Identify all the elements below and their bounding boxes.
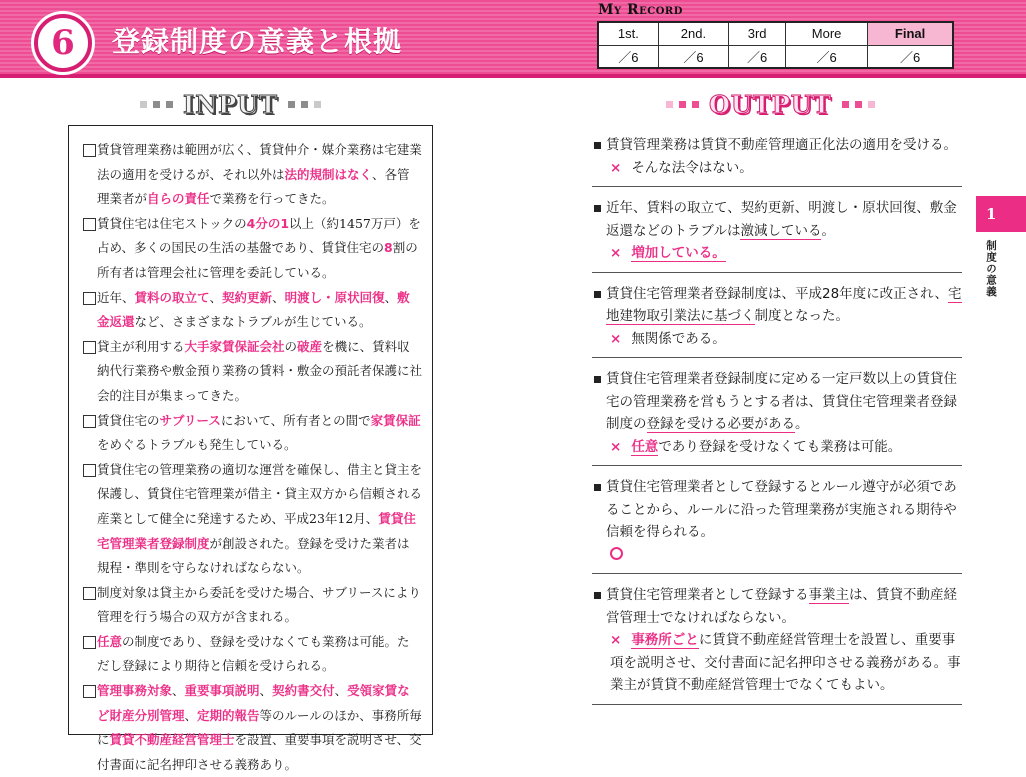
underlined-text: 激減している (740, 222, 822, 239)
text-run: 近年、賃料の取立て、契約更新、明渡し・原状回復、敷金返還などのトラブルは (606, 200, 957, 239)
text-run: 、 (184, 707, 198, 723)
input-item (83, 138, 422, 212)
record-score-final[interactable]: ／6 (868, 45, 953, 68)
text-run: の制度であり、登録を受けなくても業務は可能。ただし登録により期待と信頼を受けられる。 (97, 633, 410, 674)
text-run: を設置、重要事項を説明させ、交付書面に記名押印させる義務あり。 (97, 732, 422, 772)
record-score-3rd[interactable]: ／6 (729, 45, 786, 68)
input-section-title (140, 88, 321, 120)
input-item (83, 212, 422, 286)
highlight-text: 4分の1 (246, 215, 290, 231)
text-run: そんな法令はない。 (631, 159, 753, 176)
highlight-text: 契約書交付 (272, 683, 335, 699)
highlight-text: 賃貸不動産経営管理士 (109, 732, 235, 748)
text-run: 。 (821, 222, 835, 239)
output-answer (592, 436, 962, 459)
text-run: の (284, 338, 298, 354)
text-run: 、 (259, 683, 273, 699)
highlight-text: 明渡し・原状回復 (284, 289, 385, 305)
correct-circle-icon (610, 547, 623, 560)
text-run: は、賃貸不動産経営管理士でなければならない。 (606, 587, 957, 626)
text-run: 。 (795, 416, 809, 432)
text-run: 賃貸住宅管理業者登録制度に定める一定戸数以上の賃貸住宅の管理業務を営もうとする者は、賃貸住宅管理業者登録制度の (606, 371, 957, 432)
output-section-title (666, 88, 875, 120)
text-run: 以上（約1457万戸）を占め、多くの国民の生活の基盤であり、賃貸住宅の (97, 215, 421, 256)
output-answer (592, 629, 962, 697)
text-run: 賃貸住宅の (97, 412, 160, 428)
record-header-more: More (786, 22, 868, 45)
input-item (83, 630, 422, 679)
record-header-final: Final (868, 22, 953, 45)
text-run: など、さまざまなトラブルが生じている。 (134, 314, 372, 330)
input-item (83, 581, 422, 630)
output-question (592, 476, 962, 544)
text-run: 制度対象は貸主から委託を受けた場合、サブリースにより管理を行う場合の双方が含まれる。 (97, 584, 421, 625)
highlight-text: 賃貸住宅管理業者登録制度 (97, 510, 416, 551)
incorrect-x-icon: × (610, 330, 622, 347)
output-answer (592, 328, 962, 351)
input-item (83, 409, 422, 458)
highlight-text: 大手家賃保証会社 (184, 338, 285, 354)
chapter-number: 6 (51, 23, 75, 63)
output-question (592, 197, 962, 242)
text-run: 賃貸住宅管理業者として登録する (606, 587, 809, 603)
output-item (592, 474, 962, 574)
record-score-more[interactable]: ／6 (786, 45, 868, 68)
underlined-text: 登録を受ける必要がある (646, 416, 795, 432)
highlight-text: 家賃保証 (370, 412, 421, 428)
output-item (592, 195, 962, 273)
highlight-text: サブリース (159, 412, 221, 428)
input-item (83, 335, 422, 409)
output-item (592, 366, 962, 466)
input-item (83, 286, 422, 335)
side-tab-label: 制度の意義 (985, 240, 997, 298)
highlight-text: 契約更新 (222, 289, 273, 305)
output-list (592, 132, 962, 713)
text-run: であり登録を受けなくても業務は可能。 (658, 438, 902, 455)
text-run: 、 (172, 683, 185, 699)
output-answer (592, 544, 962, 567)
output-answer (592, 242, 962, 265)
text-run: 賃貸住宅管理業者として登録するとルール遵守が必須であることから、ルールに沿った管理業務が実施される期待や信頼を得られる。 (606, 479, 957, 540)
output-item (592, 132, 962, 187)
text-run: が創設された。登録を受けた業者は規程・準則を守らなければならない。 (97, 535, 410, 576)
incorrect-x-icon: × (610, 159, 622, 176)
record-score-1st[interactable]: ／6 (598, 45, 658, 68)
highlight-text: 事務所ごと (631, 632, 699, 648)
highlight-text: 重要事項説明 (184, 683, 260, 699)
text-run: 割の所有者は管理会社に管理を委託している。 (97, 240, 418, 280)
input-dots-left (140, 101, 173, 108)
text-run: 、 (334, 683, 348, 699)
text-run: 制度となった。 (754, 308, 849, 324)
input-box (68, 125, 433, 772)
output-question (592, 584, 962, 629)
record-score-2nd[interactable]: ／6 (658, 45, 729, 68)
output-dots-left (666, 101, 699, 108)
text-run: 、各管理業者が (97, 166, 410, 207)
highlight-text: 定期的報告 (197, 707, 260, 723)
text-run: において、所有者との間で (220, 412, 371, 428)
output-dots-right (842, 101, 875, 108)
text-run: 賃貸住宅管理業者登録制度は、平成28年度に改正され、 (606, 285, 948, 302)
text-run: 、 (272, 289, 285, 305)
text-run: 賃貸管理業務は範囲が広く、賃貸仲介・媒介業務は宅建業法の適用を受けるが、それ以外は (97, 142, 422, 182)
highlight-text: 賃料の取立て (134, 289, 210, 305)
text-run: 賃貸住宅の管理業務の適切な運営を確保し、借主と貸主を保護し、賃貸住宅管理業が借主・貸主双方から信頼される産業として健全に発達するため、平成23年12月、 (97, 461, 423, 526)
text-run: 無関係である。 (631, 330, 726, 347)
text-run: 貸主が利用する (97, 338, 185, 354)
output-item (592, 582, 962, 705)
side-tab-number: 1 (986, 205, 997, 223)
output-question (592, 134, 962, 157)
highlight-text: 法的規制はなく (284, 166, 373, 182)
highlight-text: 受領家賃など財産分別管理 (97, 683, 410, 723)
text-run: 、 (384, 289, 398, 305)
input-item (83, 679, 422, 777)
underlined-text: 事業主 (808, 587, 849, 603)
highlight-text: 任意 (97, 633, 123, 649)
output-question (592, 283, 962, 328)
highlight-text: 破産 (297, 338, 323, 354)
output-question (592, 368, 962, 436)
side-chapter-tab[interactable] (976, 196, 1026, 232)
output-heading: OUTPUT (709, 89, 832, 119)
record-header-2nd: 2nd. (658, 22, 729, 45)
text-run: に賃貸不動産経営管理士を設置し、重要事項を説明させ、交付書面に記名押印させる義務がある。事業主が賃貸不動産経営管理士でなくてもよい。 (610, 632, 961, 693)
my-record-title: My Record (598, 2, 683, 18)
incorrect-x-icon: × (610, 632, 622, 648)
chapter-number-badge (34, 14, 92, 72)
output-answer (592, 157, 962, 180)
highlight-text: 自らの責任 (147, 191, 210, 207)
highlight-text: 管理事務対象 (97, 683, 173, 699)
record-header-3rd: 3rd (729, 22, 786, 45)
text-run: 等のルールのほか、事務所毎に (97, 707, 422, 748)
text-run: 、 (209, 289, 223, 305)
highlight-text: 増加している。 (631, 245, 726, 261)
input-heading: INPUT (183, 89, 278, 119)
input-dots-right (288, 101, 321, 108)
text-run: 近年、 (97, 289, 135, 305)
text-run: 賃貸住宅は住宅ストックの (97, 215, 247, 231)
incorrect-x-icon: × (610, 438, 622, 455)
text-run: 賃貸管理業務は賃貸不動産管理適正化法の適用を受ける。 (606, 137, 957, 153)
highlight-text: 8 (384, 240, 393, 256)
highlight-text: 敷金返還 (97, 289, 410, 330)
my-record-table (597, 21, 954, 69)
text-run: で業務を行ってきた。 (209, 191, 335, 207)
chapter-title: 登録制度の意義と根拠 (112, 25, 403, 58)
incorrect-x-icon: × (610, 245, 622, 261)
record-header-1st: 1st. (598, 22, 658, 45)
text-run: をめぐるトラブルも発生している。 (97, 437, 297, 453)
underlined-text: 宅地建物取引業法に基づく (606, 285, 962, 324)
text-run: を機に、賃料収納代行業務や敷金預り業務の賃料・敷金の預託者保護に社会的注目が集まってきた。 (97, 338, 423, 403)
output-item (592, 281, 962, 359)
input-item (83, 458, 422, 581)
highlight-text: 任意 (631, 438, 659, 455)
